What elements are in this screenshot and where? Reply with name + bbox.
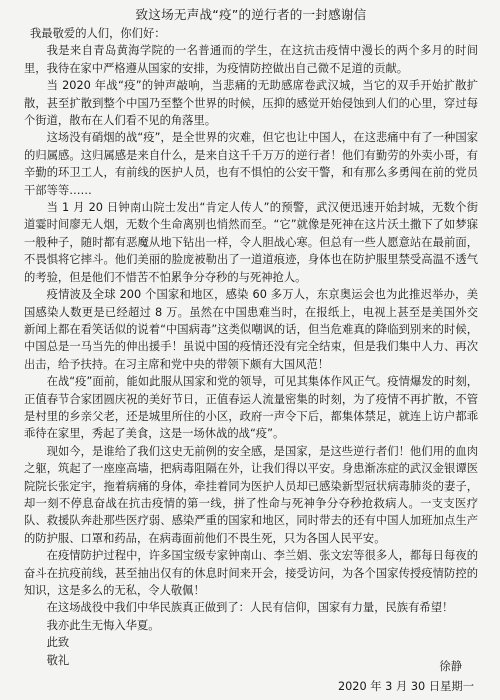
letter-paragraph-7: 现如今，是谁给了我们这史无前例的安全感，是国家，是这些逆行者们！他们用的血肉之躯，筑起了一座座高墙，把病毒阻隔在外，让我们得以平安。身患渐冻症的武汉金银谭医院院长张定宇，拖着病痛的身体，牵挂着同为医护人员却已感染新型冠状病毒肺炎的妻子，却一刻不停息奋战在抗击疫情的第一线，拼了性命与死神争分夺秒抢救病人。一支支医疗队、救援队奔赴那些医疗弱、感染严重的国家和地区，同时带去的还有中国人加班加点生产的防护服、口罩和药品，在病毒面前他们不畏生死，只为各国人民平安。 <box>24 444 478 545</box>
letter-paragraph-10: 我亦此生无悔入华夏。 <box>46 618 160 632</box>
letter-paragraph-6: 在战“疫”面前，能如此服从国家和党的领导，可见其集体作风正气。疫情爆发的时刻，正值春节合家团圆庆祝的美好节日，正值春运人流量密集的时刻，为了疫情不再扩散，不管是村里的乡亲父老，还是城里所住的小区，政府一声令下后，都集体禁足，就连上访户都乖乖待在家里，秀起了美食，这是一场休战的战“疫”。 <box>24 375 478 441</box>
letter-paragraph-4: 当 1 月 20 日钟南山院士发出“肯定人传人”的预警，武汉便迅速开始封城，无数个街道霎时间廖无人烟，无数个生命离别也悄然而至。“它”就像是死神在这片沃土撒下了如梦寐一般种子，随时都有恶魔从地下钻出一样，令人胆战心寒。但总有一些人愿意站在最前面，不畏惧将它摔斗。他们美丽的脸庞被勒出了一道道痕迹，身体也在防护服里禁受高温不透气的考验，但是他们不惜苦不怕累争分夺秒的与死神抢人。 <box>24 201 478 284</box>
letter-paragraph-5: 疫情波及全球 200 个国家和地区，感染 60 多万人，东京奥运会也为此推迟举办，美国感染人数更是已经超过 8 万。虽然在中国患难当时，在报纸上，电视上甚至是美国外交新闻上都在看笑话似的说着“中国病毒”这类似嘲讽的话，但当危难真的降临到别来的时候，中国总是一马当先的伸出援手！虽说中国的疫情还没有完全结束，但是我们集中人力、再次出击，给予扶持。在习主席和党中央的带领下颇有大国风范！ <box>24 288 478 371</box>
letter-title: 致这场无声战“疫”的逆行者的一封感谢信 <box>135 7 367 22</box>
signature-date: 2020 年 3 月 30 日星期一 <box>337 680 474 693</box>
closing-salutation: 此致 <box>46 636 70 650</box>
closing-regards: 敬礼 <box>46 653 70 667</box>
letter-paragraph-3: 这场没有硝烟的战“疫”，是全世界的灾难，但它也让中国人，在这悲痛中有了一种国家的归属感。这归属感是来自什么，是来自这千千万万的逆行者！他们有勤劳的外卖小哥，有辛勤的环卫工人，有前线的医护人员，也有不惧怕的公安干警，和有那么多勇闯在前的党员干部等等…… <box>24 131 478 197</box>
letter-paragraph-1: 我是来自青岛黄海学院的一名普通而的学生，在这抗击疫情中漫长的两个多月的时间里，我待在家中严格遵从国家的安排，为疫情防控做出自己微不足道的贡献。 <box>24 44 478 75</box>
letter-paragraph-9: 在这场战役中我们中华民族真正做到了：人民有信仰，国家有力量，民族有希望！ <box>46 601 454 615</box>
letter-paragraph-8: 在疫情防护过程中，许多国宝级专家钟南山、李兰娟、张文宏等很多人，都每日每夜的奋斗在抗疫前线，甚至抽出仅有的休息时间来开会，接受访问，为各个国家传授疫情防控的知识，这是多么的无私，令人敬佩！ <box>24 549 478 597</box>
letter-paragraph-2: 当 2020 年战“疫”的钟声敲响，当悲痛的无助感席卷武汉城，当它的双手开始扩散扩散，甚至扩散到整个中国乃至整个世界的时候，压抑的感觉开始侵蚀到人们的心里，穿过每个街道，散布在人们看不见的角落里。 <box>24 79 478 128</box>
signature-name: 徐静 <box>439 660 462 673</box>
letter-greeting: 我最敬爱的人们，你们好： <box>30 27 166 40</box>
